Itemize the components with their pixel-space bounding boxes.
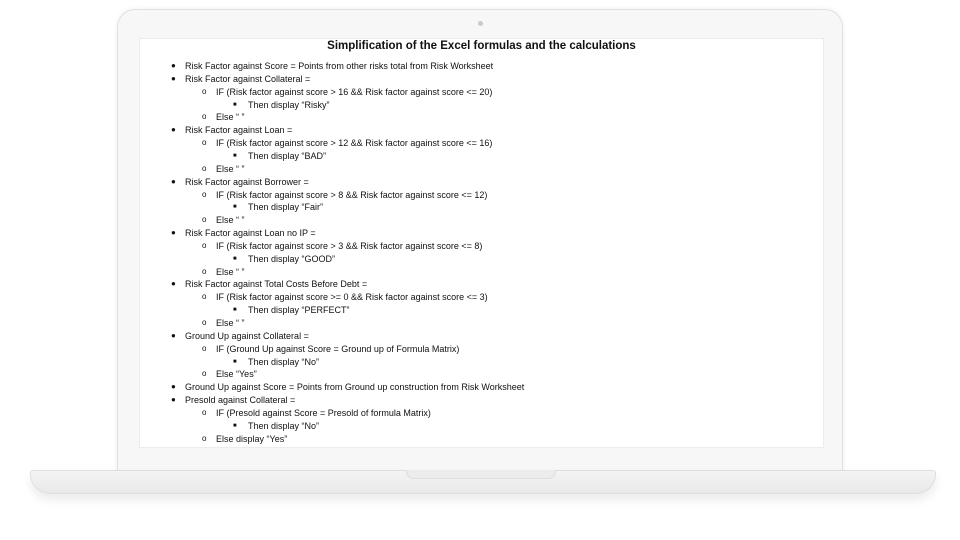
list-item-level-2: Else “Yes” — [216, 369, 257, 380]
filled-square-bullet-icon: ■ — [233, 152, 237, 159]
list-item-level-1: Risk Factor against Loan = — [185, 125, 293, 136]
filled-circle-bullet-icon: ● — [171, 279, 176, 289]
list-item-level-2: IF (Risk factor against score > 16 && Risk factor against score <= 20) — [216, 86, 493, 97]
list-item-level-1: Ground Up against Collateral = — [185, 330, 309, 341]
hollow-circle-bullet-icon: o — [202, 189, 207, 199]
list-item-level-2: Else “ ” — [216, 215, 245, 226]
hollow-circle-bullet-icon: o — [202, 266, 207, 276]
list-item-level-1: Risk Factor against Total Costs Before Debt = — [185, 279, 368, 290]
list-item-level-1: Risk Factor against Collateral = — [185, 73, 311, 84]
list-item-level-2: Else display “Yes” — [216, 433, 288, 444]
list-item-level-3: Then display “GOOD” — [248, 253, 336, 264]
list-item-level-2: Else “ ” — [216, 266, 245, 277]
filled-circle-bullet-icon: ● — [171, 330, 176, 340]
list-item-level-2: IF (Risk factor against score >= 0 && Risk factor against score <= 3) — [216, 292, 488, 303]
list-item-level-1: Presold against Collateral = — [185, 395, 296, 406]
hollow-circle-bullet-icon: o — [202, 407, 207, 417]
document-title: Simplification of the Excel formulas and the calculations — [327, 40, 636, 52]
filled-circle-bullet-icon: ● — [171, 382, 176, 392]
list-item-level-2: Else “ ” — [216, 163, 245, 174]
filled-circle-bullet-icon: ● — [171, 73, 176, 83]
list-item-level-3: Then display “PERFECT” — [248, 305, 350, 316]
list-item-level-2: IF (Ground Up against Score = Ground up of Formula Matrix) — [216, 343, 460, 354]
filled-circle-bullet-icon: ● — [171, 395, 176, 405]
hollow-circle-bullet-icon: o — [202, 163, 207, 173]
filled-circle-bullet-icon: ● — [171, 125, 176, 135]
document-screen — [139, 38, 824, 448]
list-item-level-2: IF (Risk factor against score > 3 && Risk factor against score <= 8) — [216, 240, 483, 251]
list-item-level-1: Risk Factor against Score = Points from other risks total from Risk Worksheet — [185, 61, 494, 71]
hollow-circle-bullet-icon: o — [202, 292, 207, 302]
list-item-level-1: Ground Up against Score = Points from Ground up construction from Risk Worksheet — [185, 382, 525, 393]
hollow-circle-bullet-icon: o — [202, 343, 207, 353]
list-item-level-2: Else “ ” — [216, 318, 245, 328]
filled-square-bullet-icon: ■ — [233, 358, 237, 365]
hollow-circle-bullet-icon: o — [202, 240, 207, 250]
list-item-level-3: Then display “BAD” — [248, 150, 327, 161]
hollow-circle-bullet-icon: o — [202, 215, 207, 225]
list-item-level-3: Then display “Risky” — [248, 99, 330, 110]
list-item-level-2: IF (Risk factor against score > 8 && Risk factor against score <= 12) — [216, 189, 488, 200]
laptop-opening-notch — [406, 470, 556, 479]
filled-circle-bullet-icon: ● — [171, 61, 176, 70]
filled-circle-bullet-icon: ● — [171, 176, 176, 186]
list-item-level-2: Else “ ” — [216, 112, 245, 123]
hollow-circle-bullet-icon: o — [202, 318, 207, 327]
list-item-level-3: Then display “No” — [248, 420, 320, 431]
list-item-level-2: IF (Risk factor against score > 12 && Risk factor against score <= 16) — [216, 138, 493, 149]
filled-square-bullet-icon: ■ — [233, 204, 237, 211]
hollow-circle-bullet-icon: o — [202, 138, 207, 148]
webcam-icon — [478, 21, 483, 26]
filled-square-bullet-icon: ■ — [233, 255, 237, 262]
filled-square-bullet-icon: ■ — [233, 307, 237, 314]
filled-circle-bullet-icon: ● — [171, 228, 176, 238]
filled-square-bullet-icon: ■ — [233, 422, 237, 429]
list-item-level-3: Then display “No” — [248, 356, 320, 367]
list-item-level-3: Then display “Fair” — [248, 202, 324, 213]
hollow-circle-bullet-icon: o — [202, 433, 207, 443]
list-item-level-1: Risk Factor against Loan no IP = — [185, 228, 316, 239]
hollow-circle-bullet-icon: o — [202, 369, 207, 379]
list-item-level-1: Risk Factor against Borrower = — [185, 176, 309, 187]
filled-square-bullet-icon: ■ — [233, 101, 237, 108]
list-item-level-2: IF (Presold against Score = Presold of formula Matrix) — [216, 407, 431, 418]
hollow-circle-bullet-icon: o — [202, 86, 207, 96]
hollow-circle-bullet-icon: o — [202, 112, 207, 122]
